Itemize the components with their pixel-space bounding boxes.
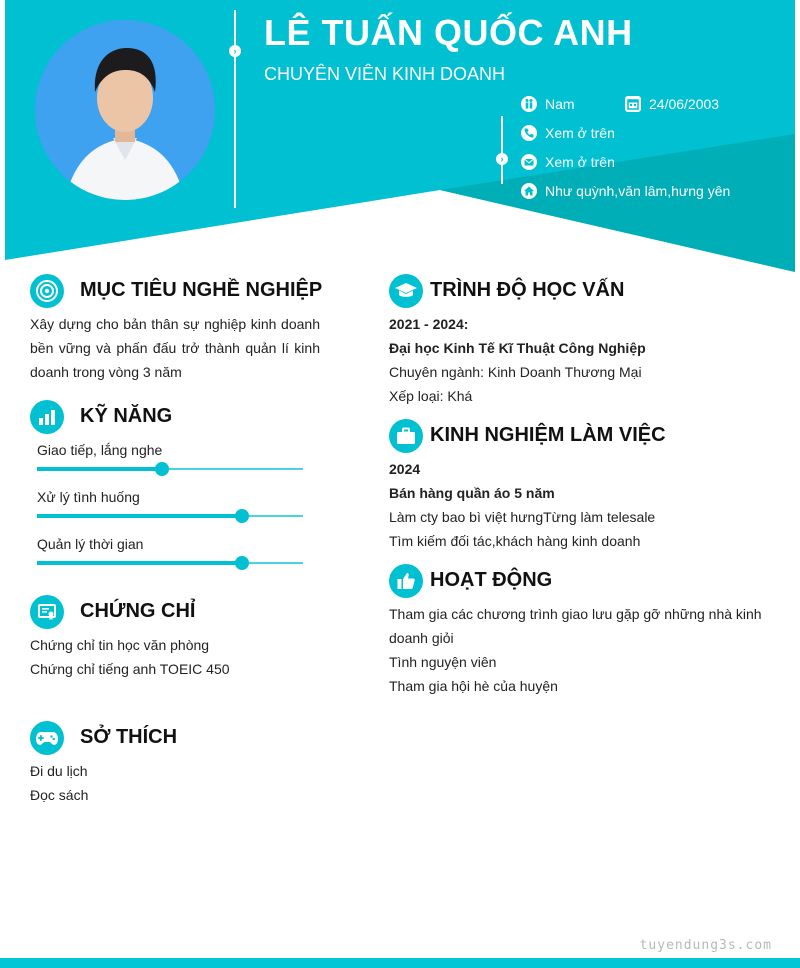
info-address [521, 183, 730, 199]
skill-knob [235, 509, 249, 523]
birthday-value: 24/06/2003 [649, 96, 720, 112]
experience-content [389, 457, 655, 553]
info-phone [521, 125, 615, 141]
education-content [389, 312, 646, 408]
address-value: Như quỳnh,văn lâm,hưng yên [545, 183, 731, 199]
activities-content [389, 602, 762, 698]
skill-fill [37, 467, 162, 471]
email-value[interactable]: Xem ở trên [545, 154, 615, 170]
education-school: Đại học Kinh Tế Kĩ Thuật Công Nghiệp [389, 340, 646, 356]
info-divider [501, 116, 503, 184]
candidate-position: CHUYÊN VIÊN KINH DOANH [264, 64, 506, 84]
skill-knob [155, 462, 169, 476]
certificate-item: Chứng chỉ tiếng anh TOEIC 450 [30, 661, 230, 677]
gender-value: Nam [545, 96, 575, 112]
experience-title: KINH NGHIỆM LÀM VIỆC [430, 424, 666, 446]
experience-line: Tìm kiếm đối tác,khách hàng kinh doanh [389, 533, 641, 549]
objective-line: bền vững và phấn đấu trở thành quản lí kinh [30, 340, 320, 356]
skill-fill [37, 561, 242, 565]
skill-bar [37, 515, 303, 517]
objective-line: doanh trong vòng 3 năm [30, 364, 182, 380]
certificate-icon [30, 595, 64, 629]
experience-line: Làm cty bao bì việt hưngTừng làm telesale [389, 509, 656, 525]
certificate-item: Chứng chỉ tin học văn phòng [30, 637, 210, 653]
skill-knob [235, 556, 249, 570]
skill-label: Quản lý thời gian [37, 536, 144, 552]
skills-title: KỸ NĂNG [80, 405, 173, 427]
phone-value[interactable]: Xem ở trên [545, 125, 615, 141]
footer-bar [0, 958, 800, 968]
objective-title: MỤC TIÊU NGHỀ NGHIỆP [80, 279, 323, 301]
activities-title: HOẠT ĐỘNG [430, 569, 553, 591]
certificates-list [30, 633, 230, 681]
skill-label: Giao tiếp, lắng nghe [37, 442, 163, 458]
header-divider [234, 10, 236, 208]
experience-role: Bán hàng quần áo 5 năm [389, 485, 555, 501]
profile-photo [35, 20, 215, 200]
hobbies-list [30, 759, 88, 807]
activity-line: Tình nguyện viên [389, 654, 497, 670]
education-rank: Xếp loại: Khá [389, 388, 473, 404]
info-birthday [625, 96, 719, 112]
email-icon [521, 154, 537, 170]
home-icon [521, 183, 537, 199]
skill-bar [37, 562, 303, 564]
watermark: tuyendung3s.com [639, 938, 772, 953]
activity-line: Tham gia hội hè của huyện [389, 678, 558, 694]
gender-icon [521, 96, 537, 112]
chevron-right-icon: › [229, 45, 241, 57]
hobbies-title: SỞ THÍCH [80, 726, 178, 748]
skill-bar [37, 468, 303, 470]
target-icon [30, 274, 64, 308]
skill-label: Xử lý tình huống [37, 489, 140, 505]
certificates-title: CHỨNG CHỈ [80, 600, 196, 622]
objective-text [30, 312, 320, 384]
info-gender [521, 96, 575, 112]
chart-icon [30, 400, 64, 434]
experience-year: 2024 [389, 461, 421, 477]
education-title: TRÌNH ĐỘ HỌC VẤN [430, 279, 625, 301]
graduation-cap-icon [389, 274, 423, 308]
briefcase-icon [389, 419, 423, 453]
chevron-right-icon: › [496, 153, 508, 165]
objective-line: Xây dựng cho bản thân sự nghiệp kinh doanh [30, 316, 320, 332]
thumbs-up-icon [389, 564, 423, 598]
gamepad-icon [30, 721, 64, 755]
candidate-name: LÊ TUẤN QUỐC ANH [264, 12, 633, 53]
education-period: 2021 - 2024: [389, 316, 469, 332]
hobby-item: Đi du lịch [30, 763, 88, 779]
phone-icon [521, 125, 537, 141]
calendar-icon [625, 96, 641, 112]
info-email [521, 154, 615, 170]
education-major: Chuyên ngành: Kinh Doanh Thương Mại [389, 364, 642, 380]
activity-line: Tham gia các chương trình giao lưu gặp gỡ những nhà kinh [389, 606, 762, 622]
skill-fill [37, 514, 242, 518]
hobby-item: Đọc sách [30, 787, 89, 803]
activity-line: doanh giỏi [389, 630, 454, 646]
